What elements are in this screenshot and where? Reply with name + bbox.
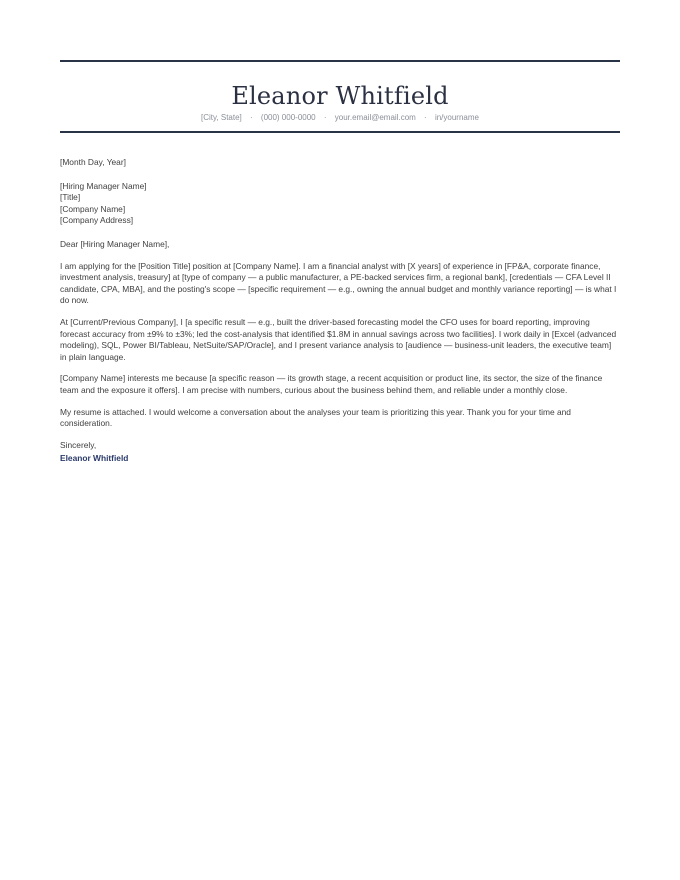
contact-location: [City, State]	[201, 113, 242, 122]
salutation: Dear [Hiring Manager Name],	[60, 238, 170, 249]
paragraph-intro: I am applying for the [Position Title] position at [Company Name]. I am a financial analyst with [X years] of experience in [FP&A, corporate finance, investment analysis, treasury] at [type of company — a public manufacturer, a PE-backed services firm, a regional bank], [credentials — CFA Level II candidate, CPA, MBA], and the posting's scope — [specific requirement — e.g., owning the annual budget and monthly variance reporting] — is what I do now.	[60, 260, 617, 306]
contact-email: your.email@email.com	[334, 113, 416, 122]
recipient-name: [Hiring Manager Name]	[60, 180, 147, 191]
contact-separator: ·	[250, 113, 253, 122]
letter-body	[60, 157, 620, 465]
header-top-rule	[60, 60, 620, 62]
paragraph-interest: [Company Name] interests me because [a specific reason — its growth stage, a recent acquisition or product line, its sector, the size of the finance team and the exposure it offers]. I am precise with numbers, curious about the business behind them, and reliable under a monthly close.	[60, 373, 603, 395]
contact-separator: ·	[323, 113, 327, 122]
header-bottom-rule	[60, 131, 620, 133]
paragraph-experience: At [Current/Previous Company], I [a specific result — e.g., built the driver-based forecasting model the CFO uses for board reporting, improving forecast accuracy from ±9% to ±3%; led the cost-analysis that identified $1.8M in annual savings across two facilities]. I work daily in [Excel (advanced modeling), SQL, Power BI/Tableau, NetSuite/SAP/Oracle], and I present variance analysis to [audience — business-unit leaders, the executive team] in plain language.	[60, 316, 617, 362]
closing-phrase: Sincerely,	[60, 439, 97, 450]
recipient-title: [Title]	[60, 192, 81, 203]
contact-phone: (000) 000-0000	[260, 113, 316, 122]
contact-linkedin: in/yourname	[434, 113, 479, 122]
recipient-address: [Company Address]	[60, 215, 134, 226]
letter-date: [Month Day, Year]	[60, 157, 126, 167]
signature-name: Eleanor Whitfield	[60, 453, 129, 464]
recipient-address-block	[60, 181, 620, 227]
paragraph-closing: My resume is attached. I would welcome a conversation about the analyses your team is prioritizing this year. Thank you for your time and consideration.	[60, 406, 571, 429]
applicant-name: Eleanor Whitfield	[231, 82, 449, 110]
recipient-company: [Company Name]	[60, 203, 126, 214]
contact-separator: ·	[424, 113, 427, 122]
contact-line	[60, 112, 620, 124]
